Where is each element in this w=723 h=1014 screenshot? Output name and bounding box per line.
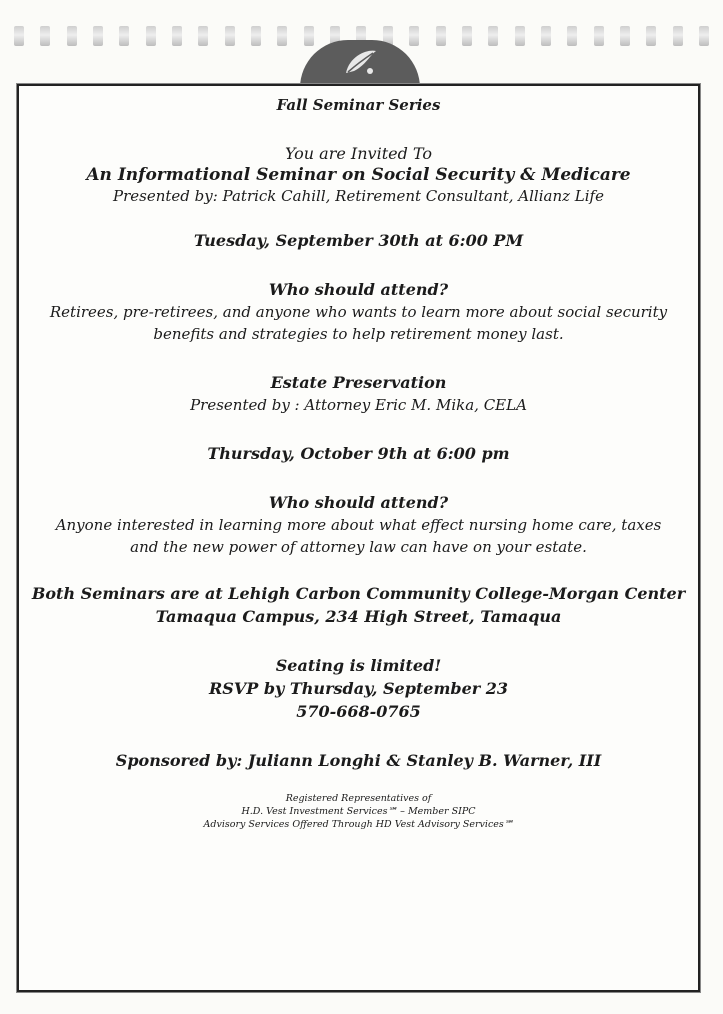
seminar2-title: Estate Preservation: [270, 373, 447, 392]
seminar2-who-heading: Who should attend?: [268, 493, 449, 512]
binding-ring: [146, 26, 156, 46]
binding-ring: [198, 26, 208, 46]
invitation-body: [19, 94, 698, 831]
seminar1-who-line: Retirees, pre-retirees, and anyone who wants to learn more about social security: [49, 303, 668, 321]
binding-ring: [620, 26, 630, 46]
binding-ring: [567, 26, 577, 46]
binding-ring: [515, 26, 525, 46]
binding-ring: [93, 26, 103, 46]
binding-ring: [14, 26, 24, 46]
seminar2-who-line: and the new power of attorney law can have on your estate.: [130, 538, 587, 556]
seating-note: Seating is limited!: [275, 656, 442, 675]
binding-ring: [488, 26, 498, 46]
seminar2-who-line: Anyone interested in learning more about what effect nursing home care, taxes: [55, 516, 662, 534]
binding-ring: [699, 26, 709, 46]
location-line: Both Seminars are at Lehigh Carbon Community College-Morgan Center: [31, 584, 686, 603]
binding-ring: [436, 26, 446, 46]
binding-ring: [251, 26, 261, 46]
location-address: Tamaqua Campus, 234 High Street, Tamaqua: [155, 607, 562, 626]
binding-ring: [462, 26, 472, 46]
seminar1-datetime: Tuesday, September 30th at 6:00 PM: [193, 231, 524, 250]
binding-ring: [172, 26, 182, 46]
binding-ring: [40, 26, 50, 46]
invitation-card: [17, 84, 700, 992]
binding-ring: [119, 26, 129, 46]
seminar1-presenter: Presented by: Patrick Cahill, Retirement Consultant, Allianz Life: [113, 187, 604, 205]
rsvp-deadline: RSVP by Thursday, September 23: [208, 679, 509, 698]
seminar2-datetime: Thursday, October 9th at 6:00 pm: [207, 444, 510, 463]
disclaimer-line: Advisory Services Offered Through HD Vest Advisory Services℠: [203, 819, 514, 830]
seminar1-who-line: benefits and strategies to help retirement money last.: [153, 325, 564, 343]
invite-line: You are Invited To: [284, 144, 432, 163]
seminar1-title: An Informational Seminar on Social Security & Medicare: [86, 165, 631, 185]
disclaimer-line: H.D. Vest Investment Services℠ – Member SIPC: [241, 806, 476, 817]
binding-ring: [673, 26, 683, 46]
leaf-ornament-icon: [340, 45, 380, 79]
sponsors-line: Sponsored by: Juliann Longhi & Stanley B. Warner, III: [115, 751, 602, 770]
binding-ring: [409, 26, 419, 46]
seminar2-presenter: Presented by : Attorney Eric M. Mika, CELA: [190, 396, 527, 414]
binding-ring: [541, 26, 551, 46]
seminar1-who-heading: Who should attend?: [268, 280, 449, 299]
binding-ring: [225, 26, 235, 46]
rsvp-phone: 570-668-0765: [296, 702, 421, 721]
disclaimer-line: Registered Representatives of: [285, 793, 432, 804]
binding-ring: [277, 26, 287, 46]
binding-ring: [646, 26, 656, 46]
binding-ring: [304, 26, 314, 46]
series-title: Fall Seminar Series: [276, 96, 441, 114]
binding-ring: [67, 26, 77, 46]
binding-ring: [594, 26, 604, 46]
